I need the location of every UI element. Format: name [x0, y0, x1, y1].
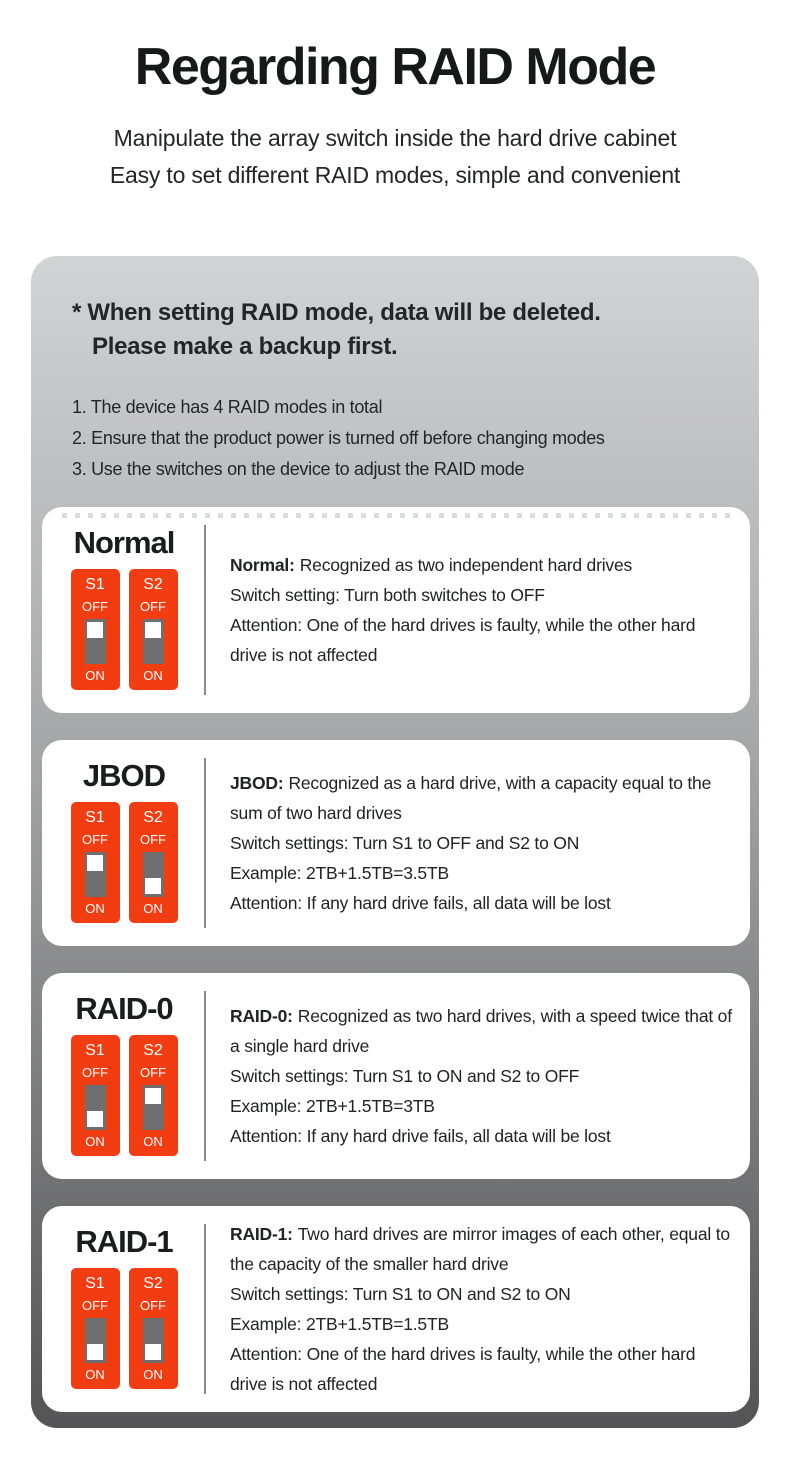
attention-line: Attention: If any hard drive fails, all data will be lost	[230, 1126, 611, 1147]
switch-setting-line: Switch settings: Turn S1 to ON and S2 to OFF	[230, 1066, 580, 1087]
dip-switch-s1	[71, 1035, 120, 1156]
subtitle-line-1: Manipulate the array switch inside the hard drive cabinet	[113, 125, 677, 152]
switch-on-label: ON	[85, 668, 105, 684]
switch-track	[85, 619, 106, 664]
switch-off-label: OFF	[82, 1297, 108, 1313]
mode-desc-text: Two hard drives are mirror images of each other, equal to the capacity of the smaller hard drive	[230, 1224, 730, 1275]
switch-id-label: S1	[85, 576, 105, 594]
switch-knob	[87, 1344, 103, 1360]
notes-list	[72, 392, 719, 485]
warning-text	[72, 296, 719, 364]
switch-id-label: S1	[85, 809, 105, 827]
switch-id-label: S1	[85, 1275, 105, 1293]
raid-info-panel	[31, 256, 759, 1428]
mode-card-raid0	[42, 973, 750, 1179]
mode-title: RAID-1	[75, 1224, 173, 1260]
mode-card-left-column	[70, 1206, 178, 1389]
subtitle-line-2: Easy to set different RAID modes, simple and convenient	[109, 162, 681, 189]
switch-track	[143, 1318, 164, 1363]
mode-description	[206, 550, 736, 670]
page-subtitle	[0, 120, 790, 194]
switch-on-label: ON	[143, 901, 163, 917]
switch-id-label: S2	[143, 1042, 163, 1060]
note-item-3: 3. Use the switches on the device to adjust the RAID mode	[72, 459, 525, 480]
mode-card-normal	[42, 507, 750, 713]
mode-intro-line	[230, 768, 736, 828]
note-item-2: 2. Ensure that the product power is turned off before changing modes	[72, 428, 605, 449]
mode-desc-text: Recognized as two independent hard drives	[299, 555, 633, 576]
mode-label: RAID-1:	[230, 1224, 293, 1245]
switch-knob	[145, 878, 161, 894]
mode-intro-line	[230, 550, 736, 580]
dip-switch-group	[71, 1035, 178, 1156]
mode-cards	[31, 507, 759, 1412]
example-line: Example: 2TB+1.5TB=3.5TB	[230, 863, 449, 884]
example-line: Example: 2TB+1.5TB=1.5TB	[230, 1314, 449, 1335]
switch-track	[85, 1318, 106, 1363]
mode-title: JBOD	[82, 758, 166, 794]
switch-setting-line: Switch settings: Turn S1 to ON and S2 to ON	[230, 1284, 571, 1305]
dip-switch-s2	[129, 1035, 178, 1156]
switch-off-label: OFF	[140, 1064, 166, 1080]
switch-knob	[87, 1111, 103, 1127]
switch-off-label: OFF	[82, 831, 108, 847]
mode-title: Normal	[73, 525, 175, 561]
switch-track	[143, 619, 164, 664]
example-line: Example: 2TB+1.5TB=3TB	[230, 1096, 435, 1117]
mode-label: RAID-0:	[230, 1006, 293, 1027]
switch-knob	[145, 1344, 161, 1360]
switch-setting-line: Switch settings: Turn S1 to OFF and S2 to ON	[230, 833, 580, 854]
mode-desc-text: Recognized as two hard drives, with a speed twice that of a single hard drive	[230, 1006, 732, 1057]
dip-switch-group	[71, 569, 178, 690]
mode-card-raid1	[42, 1206, 750, 1412]
dip-switch-group	[71, 802, 178, 923]
attention-line: Attention: One of the hard drives is faulty, while the other hard drive is not affected	[230, 615, 696, 666]
dip-switch-group	[71, 1268, 178, 1389]
attention-line: Attention: One of the hard drives is faulty, while the other hard drive is not affected	[230, 1344, 696, 1395]
switch-track	[85, 1085, 106, 1130]
note-item-1: 1. The device has 4 RAID modes in total	[72, 397, 383, 418]
mode-description	[206, 1001, 736, 1151]
dip-switch-s1	[71, 802, 120, 923]
dip-switch-s1	[71, 569, 120, 690]
mode-description	[206, 1219, 736, 1399]
mode-card-left-column	[70, 740, 178, 923]
dip-switch-s2	[129, 802, 178, 923]
mode-title: RAID-0	[75, 991, 173, 1027]
switch-off-label: OFF	[140, 598, 166, 614]
switch-off-label: OFF	[140, 831, 166, 847]
switch-id-label: S2	[143, 1275, 163, 1293]
switch-track	[143, 852, 164, 897]
mode-card-jbod	[42, 740, 750, 946]
attention-line: Attention: If any hard drive fails, all data will be lost	[230, 893, 611, 914]
mode-description	[206, 768, 736, 918]
switch-knob	[145, 1088, 161, 1104]
switch-on-label: ON	[85, 1134, 105, 1150]
switch-track	[85, 852, 106, 897]
mode-desc-text: Recognized as a hard drive, with a capacity equal to the sum of two hard drives	[230, 773, 712, 824]
switch-on-label: ON	[85, 1367, 105, 1383]
switch-knob	[145, 622, 161, 638]
dip-switch-s2	[129, 1268, 178, 1389]
switch-knob	[87, 622, 103, 638]
switch-id-label: S2	[143, 576, 163, 594]
warning-line-1: * When setting RAID mode, data will be deleted.	[72, 299, 601, 327]
switch-off-label: OFF	[140, 1297, 166, 1313]
page-title: Regarding RAID Mode	[134, 38, 656, 96]
mode-card-left-column	[70, 973, 178, 1156]
switch-track	[143, 1085, 164, 1130]
dip-switch-s1	[71, 1268, 120, 1389]
mode-card-left-column	[70, 507, 178, 690]
mode-intro-line	[230, 1001, 736, 1061]
switch-on-label: ON	[85, 901, 105, 917]
dotted-texture	[62, 513, 730, 518]
switch-on-label: ON	[143, 668, 163, 684]
mode-label: JBOD:	[230, 773, 284, 794]
mode-intro-line	[230, 1219, 736, 1279]
switch-id-label: S1	[85, 1042, 105, 1060]
switch-setting-line: Switch setting: Turn both switches to OFF	[230, 585, 545, 606]
switch-knob	[87, 855, 103, 871]
switch-on-label: ON	[143, 1367, 163, 1383]
switch-off-label: OFF	[82, 598, 108, 614]
mode-label: Normal:	[230, 555, 295, 576]
switch-off-label: OFF	[82, 1064, 108, 1080]
dip-switch-s2	[129, 569, 178, 690]
switch-id-label: S2	[143, 809, 163, 827]
warning-line-2: Please make a backup first.	[92, 333, 398, 361]
switch-on-label: ON	[143, 1134, 163, 1150]
